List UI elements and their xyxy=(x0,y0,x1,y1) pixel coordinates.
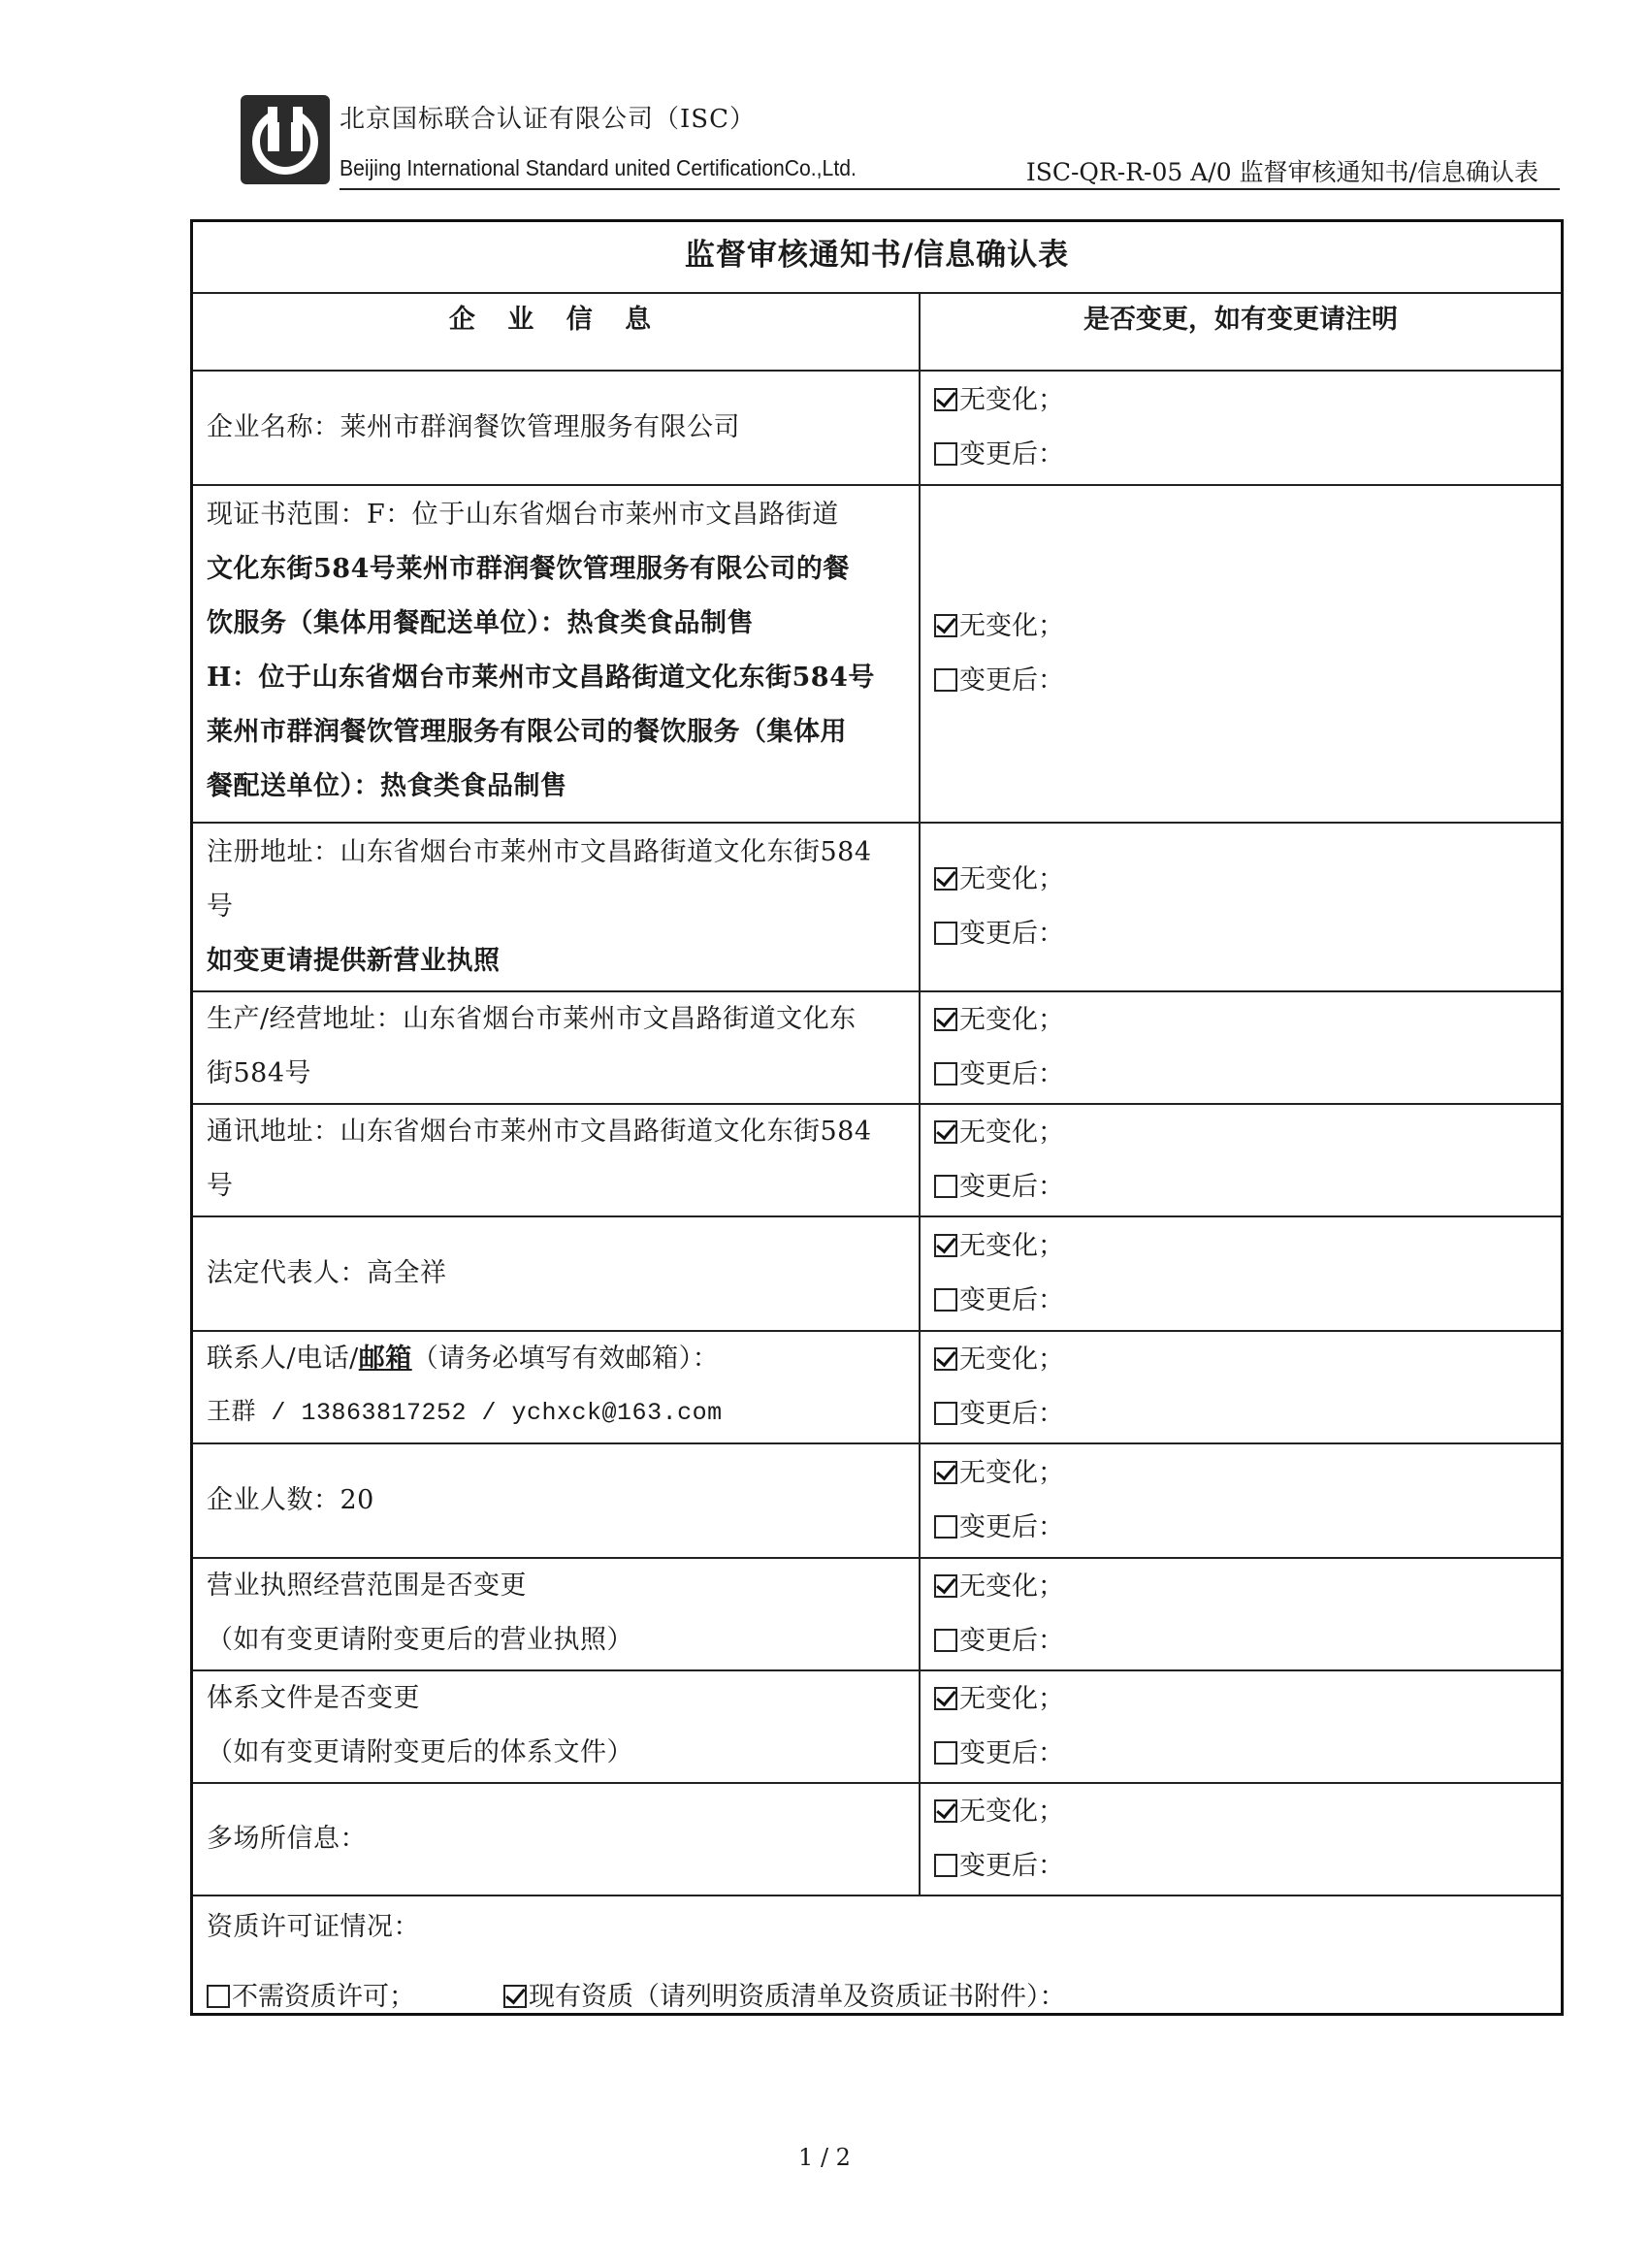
mailing-address-line: 通讯地址：山东省烟台市莱州市文昌路街道文化东街584 xyxy=(207,1117,872,1147)
checkbox-empty-icon[interactable] xyxy=(934,1629,957,1652)
document-header xyxy=(239,93,1558,190)
unchanged-option[interactable]: 无变化； xyxy=(934,993,1561,1048)
qualification-label: 资质许可证情况： xyxy=(207,1912,420,1942)
employee-count: 企业人数：20 xyxy=(207,1485,374,1515)
operation-address-line: 街584号 xyxy=(207,1058,312,1088)
registered-address-line: 号 xyxy=(207,891,234,922)
checkbox-empty-icon[interactable] xyxy=(207,1985,230,2008)
form-title: 监督审核通知书/信息确认表 xyxy=(684,238,1070,273)
row-operation-address xyxy=(193,992,1561,1105)
row-mailing-address xyxy=(193,1105,1561,1217)
checkbox-checked-icon[interactable] xyxy=(934,1799,957,1823)
existing-qualification-option[interactable]: 现有资质（请列明资质清单及资质证书附件）： xyxy=(503,1970,1066,2025)
scope-line: 文化东街584号莱州市群润餐饮管理服务有限公司的餐 xyxy=(207,554,850,584)
confirmation-form xyxy=(190,219,1564,2016)
unchanged-option[interactable]: 无变化； xyxy=(934,1106,1561,1160)
changed-option[interactable]: 变更后： xyxy=(934,654,1561,708)
row-multi-site xyxy=(193,1784,1561,1896)
checkbox-empty-icon[interactable] xyxy=(934,922,957,945)
col-header-company-info: 企 业 信 息 xyxy=(448,305,663,335)
changed-option[interactable]: 变更后： xyxy=(934,1614,1561,1669)
registered-address-line: 注册地址：山东省烟台市莱州市文昌路街道文化东街584 xyxy=(207,837,872,867)
license-scope-note: （如有变更请附变更后的营业执照） xyxy=(207,1625,633,1655)
row-employee-count xyxy=(193,1444,1561,1559)
checkbox-checked-icon[interactable] xyxy=(934,1574,957,1598)
row-license-scope-change xyxy=(193,1559,1561,1671)
scope-line: 餐配送单位）：热食类食品制售 xyxy=(207,771,567,801)
unchanged-option[interactable]: 无变化； xyxy=(934,1560,1561,1614)
changed-option[interactable]: 变更后： xyxy=(934,1501,1561,1555)
form-title-row xyxy=(193,222,1561,294)
company-name-label: 企业名称：莱州市群润餐饮管理服务有限公司 xyxy=(207,412,740,442)
company-name-en: Beijing International Standard united CertificationCo.,Ltd. xyxy=(340,155,857,180)
checkbox-checked-icon[interactable] xyxy=(503,1985,527,2008)
checkbox-empty-icon[interactable] xyxy=(934,1402,957,1425)
checkbox-checked-icon[interactable] xyxy=(934,1234,957,1257)
checkbox-checked-icon[interactable] xyxy=(934,867,957,891)
no-qualification-option[interactable]: 不需资质许可； xyxy=(207,1970,415,2025)
changed-option[interactable]: 变更后： xyxy=(934,1839,1561,1894)
operation-address-line: 生产/经营地址：山东省烟台市莱州市文昌路街道文化东 xyxy=(207,1004,857,1034)
unchanged-option[interactable]: 无变化； xyxy=(934,1672,1561,1727)
checkbox-checked-icon[interactable] xyxy=(934,1347,957,1371)
multi-site-label: 多场所信息： xyxy=(207,1824,367,1854)
row-certificate-scope xyxy=(193,486,1561,824)
checkbox-empty-icon[interactable] xyxy=(934,1515,957,1539)
changed-option[interactable]: 变更后： xyxy=(934,1048,1561,1102)
document-code: ISC-QR-R-05 A/0 监督审核通知书/信息确认表 xyxy=(1025,158,1538,186)
row-contact xyxy=(193,1332,1561,1444)
scope-line: 饮服务（集体用餐配送单位）：热食类食品制售 xyxy=(207,608,754,638)
checkbox-empty-icon[interactable] xyxy=(934,1741,957,1765)
changed-option[interactable]: 变更后： xyxy=(934,428,1561,482)
checkbox-empty-icon[interactable] xyxy=(934,1062,957,1085)
unchanged-option[interactable]: 无变化； xyxy=(934,599,1561,654)
license-note: 如变更请提供新营业执照 xyxy=(207,946,501,976)
header-divider xyxy=(340,188,1560,190)
system-docs-note: （如有变更请附变更后的体系文件） xyxy=(207,1737,633,1767)
row-company-name xyxy=(193,372,1561,486)
changed-option[interactable]: 变更后： xyxy=(934,1387,1561,1442)
checkbox-empty-icon[interactable] xyxy=(934,442,957,466)
page-number: 1 / 2 xyxy=(798,2144,851,2171)
mailing-address-line: 号 xyxy=(207,1171,234,1201)
scope-line: H：位于山东省烟台市莱州市文昌路街道文化东街584号 xyxy=(207,663,875,693)
unchanged-option[interactable]: 无变化； xyxy=(934,853,1561,907)
scope-line: 现证书范围：F：位于山东省烟台市莱州市文昌路街道 xyxy=(207,500,839,530)
checkbox-empty-icon[interactable] xyxy=(934,1175,957,1198)
changed-option[interactable]: 变更后： xyxy=(934,1160,1561,1215)
checkbox-checked-icon[interactable] xyxy=(934,614,957,637)
checkbox-empty-icon[interactable] xyxy=(934,1854,957,1877)
contact-value: 王群 / 13863817252 / ychxck@163.com xyxy=(207,1399,723,1427)
unchanged-option[interactable]: 无变化； xyxy=(934,1219,1561,1274)
company-name-cn: 北京国标联合认证有限公司（ISC） xyxy=(340,105,756,134)
contact-label: 联系人/电话/邮箱（请务必填写有效邮箱）： xyxy=(207,1344,720,1374)
row-legal-representative xyxy=(193,1217,1561,1332)
checkbox-checked-icon[interactable] xyxy=(934,1687,957,1710)
checkbox-empty-icon[interactable] xyxy=(934,1288,957,1312)
unchanged-option[interactable]: 无变化； xyxy=(934,1446,1561,1501)
checkbox-checked-icon[interactable] xyxy=(934,388,957,411)
system-docs-question: 体系文件是否变更 xyxy=(207,1683,420,1713)
checkbox-checked-icon[interactable] xyxy=(934,1120,957,1144)
isc-logo xyxy=(239,93,332,186)
row-system-docs-change xyxy=(193,1671,1561,1784)
row-qualification xyxy=(193,1896,1561,2013)
row-registered-address xyxy=(193,824,1561,992)
scope-line: 莱州市群润餐饮管理服务有限公司的餐饮服务（集体用 xyxy=(207,717,847,747)
changed-option[interactable]: 变更后： xyxy=(934,1727,1561,1781)
unchanged-option[interactable]: 无变化； xyxy=(934,373,1561,428)
unchanged-option[interactable]: 无变化； xyxy=(934,1333,1561,1387)
col-header-change: 是否变更，如有变更请注明 xyxy=(1083,305,1398,335)
changed-option[interactable]: 变更后： xyxy=(934,1274,1561,1328)
checkbox-empty-icon[interactable] xyxy=(934,668,957,692)
unchanged-option[interactable]: 无变化； xyxy=(934,1785,1561,1839)
column-header-row xyxy=(193,294,1561,372)
license-scope-question: 营业执照经营范围是否变更 xyxy=(207,1571,527,1601)
legal-representative: 法定代表人：高全祥 xyxy=(207,1258,447,1288)
checkbox-checked-icon[interactable] xyxy=(934,1461,957,1484)
changed-option[interactable]: 变更后： xyxy=(934,907,1561,961)
checkbox-checked-icon[interactable] xyxy=(934,1008,957,1031)
